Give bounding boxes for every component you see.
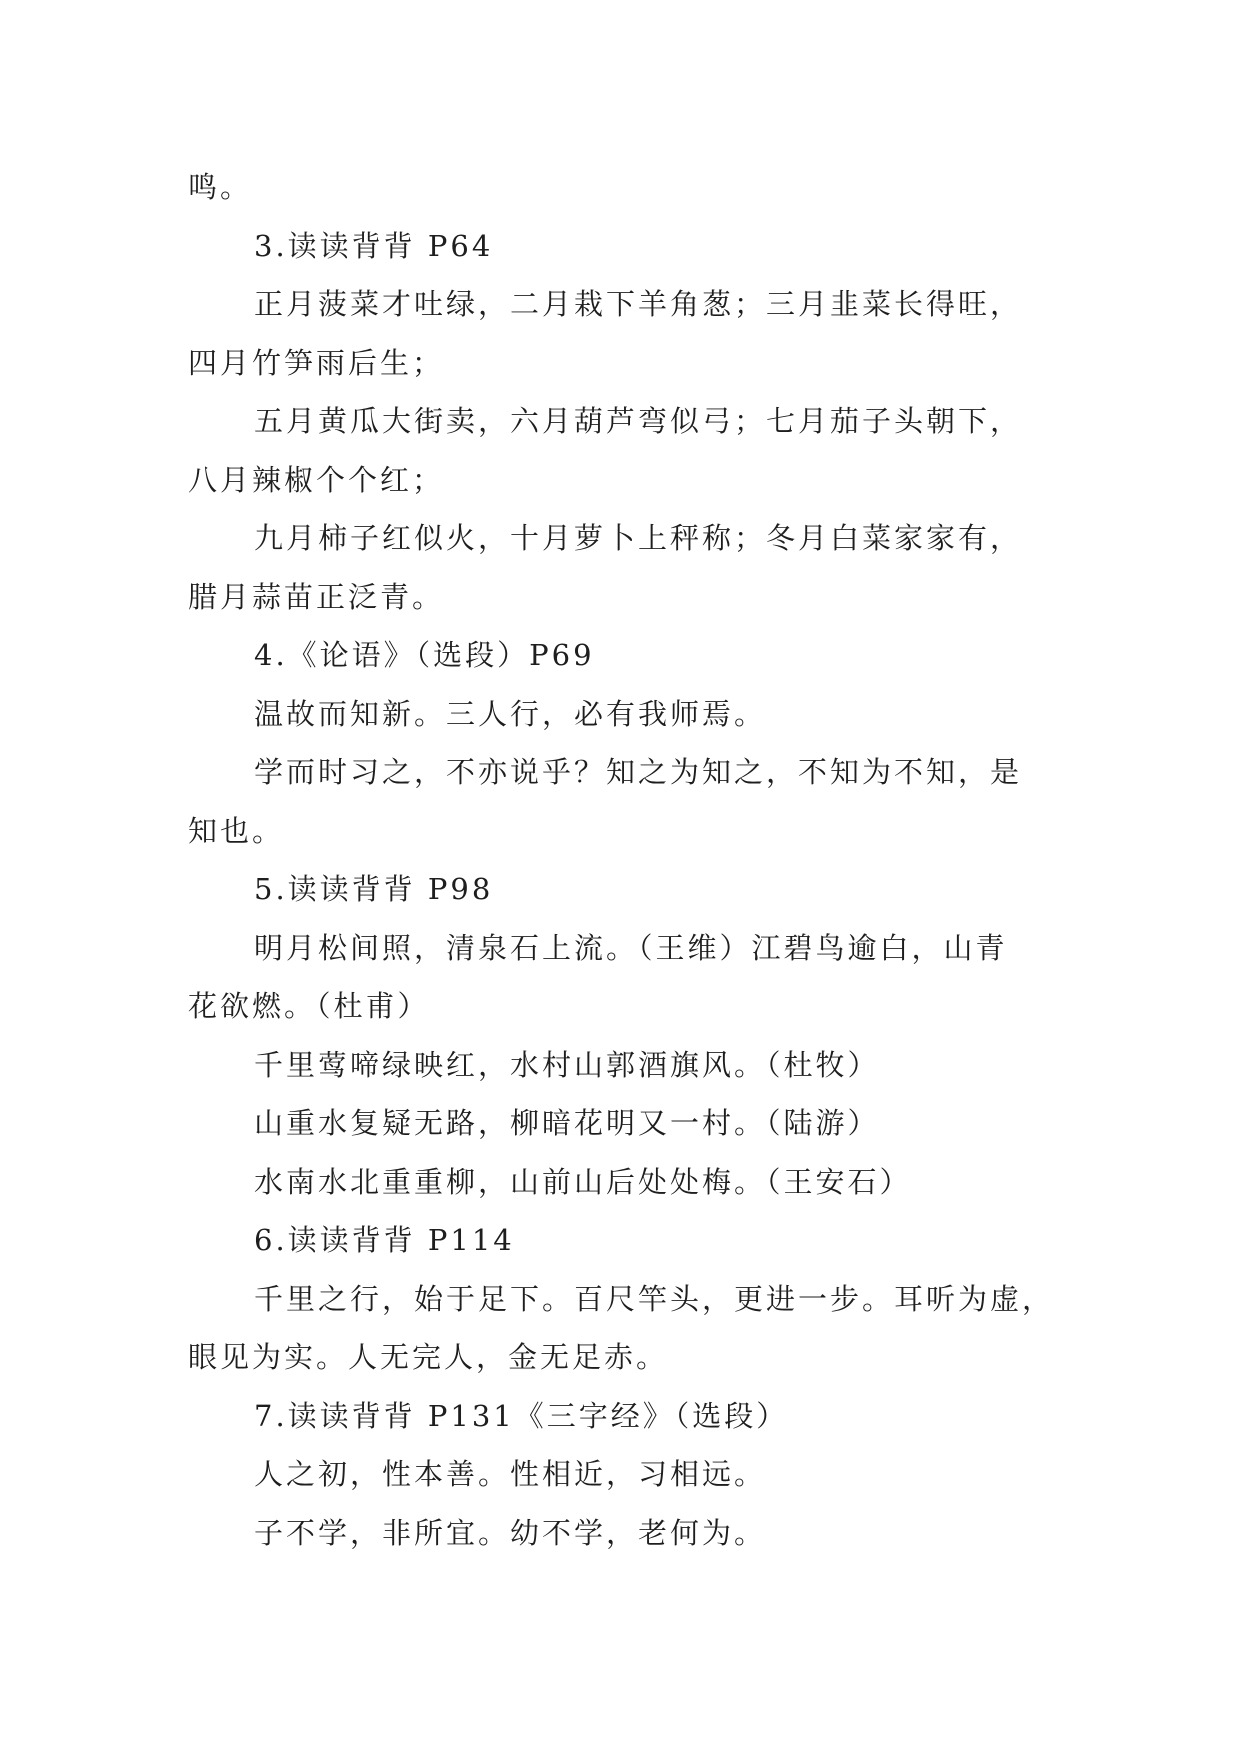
text-line: 四月竹笋雨后生；	[188, 345, 445, 380]
section-heading: 4.《论语》（选段）P69	[254, 638, 595, 672]
document-body	[188, 158, 1068, 1562]
text-line: 花欲燃。（杜甫）	[188, 989, 430, 1023]
text-line: 温故而知新。三人行，必有我师焉。	[254, 696, 767, 731]
text-line: 学而时习之，不亦说乎？知之为知之，不知为不知，是	[254, 755, 1023, 789]
text-line: 水南水北重重柳，山前山后处处梅。（王安石）	[254, 1164, 912, 1199]
text-line: 子不学，非所宜。幼不学，老何为。	[254, 1515, 767, 1550]
text-line: 千里之行，始于足下。百尺竿头，更进一步。耳听为虚，	[254, 1281, 1055, 1316]
section-heading: 5.读读背背 P98	[254, 872, 494, 906]
text-line: 腊月蒜苗正泛青。	[188, 579, 445, 614]
text-line: 九月柿子红似火，十月萝卜上秤称；冬月白菜家家有，	[254, 521, 1023, 555]
text-line: 人之初，性本善。性相近，习相远。	[254, 1457, 767, 1491]
section-heading: 7.读读背背 P131《三字经》（选段）	[254, 1398, 789, 1433]
text-line: 明月松间照，清泉石上流。（王维）江碧鸟逾白，山青	[254, 930, 1008, 965]
text-line: 八月辣椒个个红；	[188, 462, 445, 497]
text-line: 五月黄瓜大街卖，六月葫芦弯似弓；七月茄子头朝下，	[254, 404, 1023, 438]
text-line: 山重水复疑无路，柳暗花明又一村。（陆游）	[254, 1106, 880, 1140]
text-line: 眼见为实。人无完人，金无足赤。	[188, 1340, 669, 1374]
text-line: 千里莺啼绿映红，水村山郭酒旗风。（杜牧）	[254, 1047, 880, 1082]
section-heading: 6.读读背背 P114	[254, 1223, 515, 1257]
text-line: 正月菠菜才吐绿，二月栽下羊角葱；三月韭菜长得旺，	[254, 287, 1023, 321]
text-line: 鸣。	[188, 170, 253, 204]
text-line: 知也。	[188, 813, 285, 848]
section-heading: 3.读读背背 P64	[254, 228, 494, 263]
